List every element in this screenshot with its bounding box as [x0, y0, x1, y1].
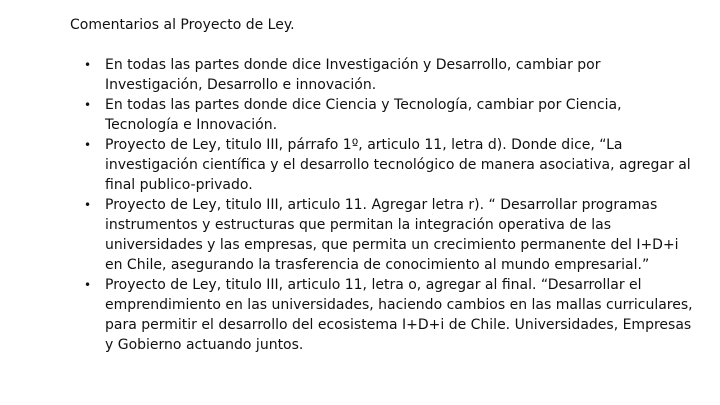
list-item: [78, 55, 698, 95]
bullet-icon: •: [84, 58, 92, 72]
list-item-text: En todas las partes donde dice Ciencia y Tecnología, cambiar por Ciencia, Tecnología e Innovación.: [105, 97, 622, 133]
bullet-icon: •: [84, 198, 92, 212]
list-item-text: Proyecto de Ley, titulo III, articulo 11. Agregar letra r). “ Desarrollar programas instrumentos y estructuras que permitan la integración operativa de las universidades y las empresas, que permita un crecimiento permanente del I+D+i en Chile, asegurando la trasferencia de conocimiento al mundo empresarial.”: [105, 197, 679, 273]
list-item-text: Proyecto de Ley, titulo III, articulo 11, letra o, agregar al final. “Desarrollar el emprendimiento en las universidades, haciendo cambios en las mallas curriculares, para permitir el desarrollo del ecosistema I+D+i de Chile. Universidades, Empresas y Gobierno actuando juntos.: [105, 277, 693, 353]
list-item: [78, 95, 698, 135]
document-title: Comentarios al Proyecto de Ley.: [70, 17, 295, 33]
bullet-icon: •: [84, 98, 92, 112]
bullet-icon: •: [84, 138, 92, 152]
list-item: [78, 195, 698, 275]
list-item: [78, 275, 698, 355]
bullet-icon: •: [84, 278, 92, 292]
list-item-text: En todas las partes donde dice Investigación y Desarrollo, cambiar por Investigación, Desarrollo e innovación.: [105, 57, 601, 93]
comment-list: [78, 55, 698, 355]
list-item-text: Proyecto de Ley, titulo III, párrafo 1º, articulo 11, letra d). Donde dice, “La investigación científica y el desarrollo tecnológico de manera asociativa, agregar al final publico-privado.: [105, 137, 691, 193]
list-item: [78, 135, 698, 195]
